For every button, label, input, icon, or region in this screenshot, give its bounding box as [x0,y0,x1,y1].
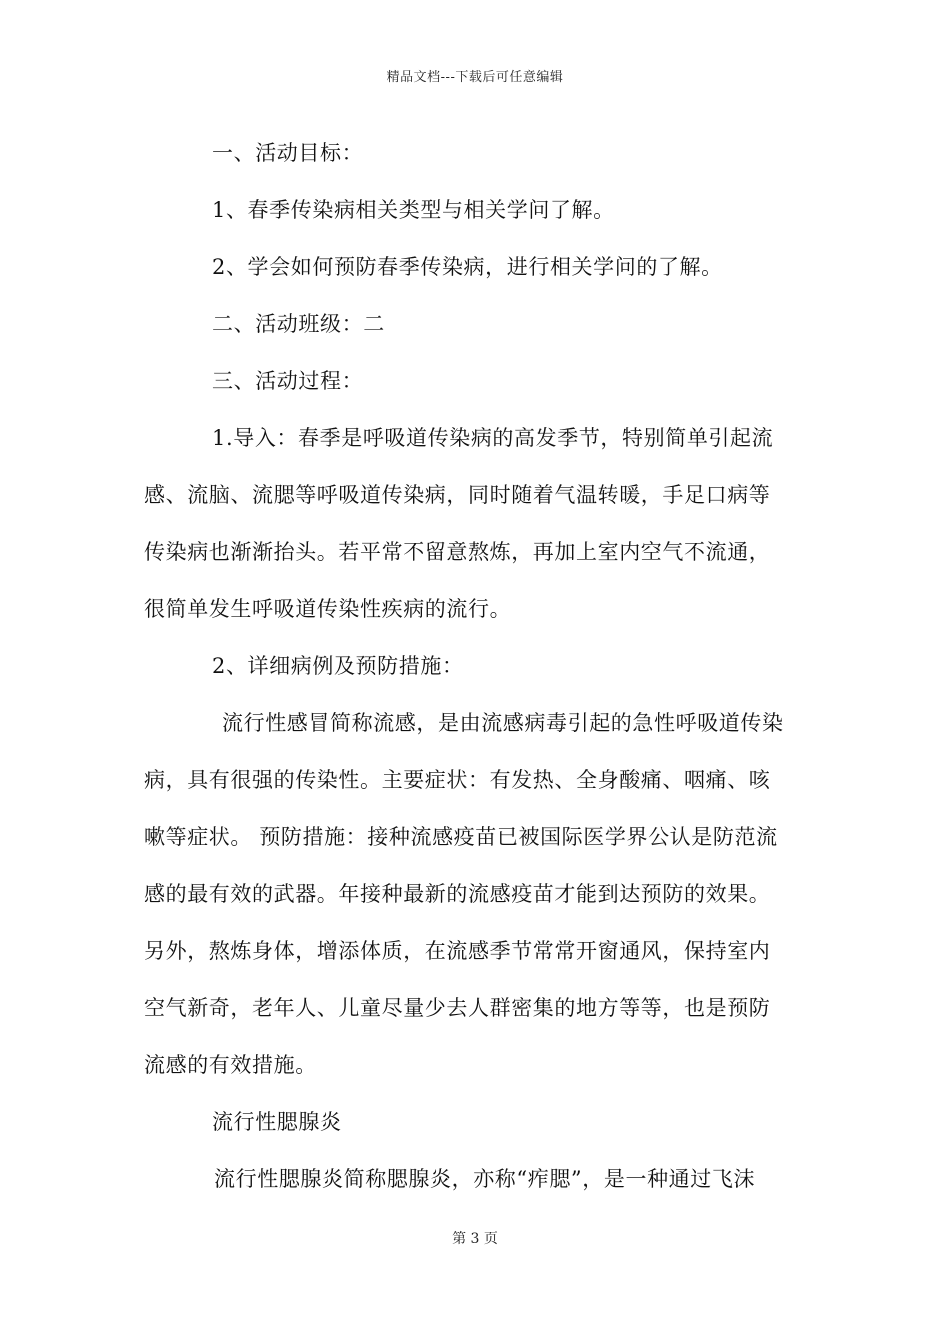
heading-cases: 2、详细病例及预防措施： [212,654,464,678]
goal-item-2: 2、学会如何预防春季传染病，进行相关学问的了解。 [212,255,723,279]
paragraph-flu-line-6: 空气新奇，老年人、儿童尽量少去人群密集的地方等等，也是预防 [144,996,771,1020]
paragraph-flu-line-5: 另外，熬炼身体，增添体质，在流感季节常常开窗通风，保持室内 [144,939,771,963]
paragraph-flu-line-7: 流感的有效措施。 [144,1053,317,1077]
paragraph-intro-line-2: 感、流脑、流腮等呼吸道传染病，同时随着气温转暖，手足口病等 [144,483,771,507]
heading-mumps: 流行性腮腺炎 [212,1110,342,1134]
paragraph-flu-line-2: 病，具有很强的传染性。主要症状：有发热、全身酸痛、咽痛、咳 [144,768,771,792]
heading-class: 二、活动班级：二 [212,312,385,336]
paragraph-flu-line-1: 流行性感冒简称流感，是由流感病毒引起的急性呼吸道传染 [222,711,784,735]
page-header: 精品文档---下载后可任意编辑 [386,70,564,85]
page-number: 第 3 页 [452,1231,498,1247]
goal-item-1: 1、春季传染病相关类型与相关学问了解。 [212,198,615,222]
paragraph-mumps-line-1: 流行性腮腺炎简称腮腺炎，亦称“痄腮”，是一种通过飞沫 [214,1167,756,1191]
paragraph-intro-line-4: 很简单发生呼吸道传染性疾病的流行。 [144,597,512,621]
paragraph-intro-line-3: 传染病也渐渐抬头。若平常不留意熬炼，再加上室内空气不流通， [144,540,771,564]
paragraph-flu-line-3: 嗽等症状。 预防措施：接种流感疫苗已被国际医学界公认是防范流 [144,825,778,849]
paragraph-intro-line-1: 1.导入：春季是呼吸道传染病的高发季节，特别简单引起流 [212,426,774,450]
paragraph-flu-line-4: 感的最有效的武器。年接种最新的流感疫苗才能到达预防的效果。 [144,882,771,906]
heading-process: 三、活动过程： [212,369,364,393]
heading-goals: 一、活动目标： [212,141,364,165]
